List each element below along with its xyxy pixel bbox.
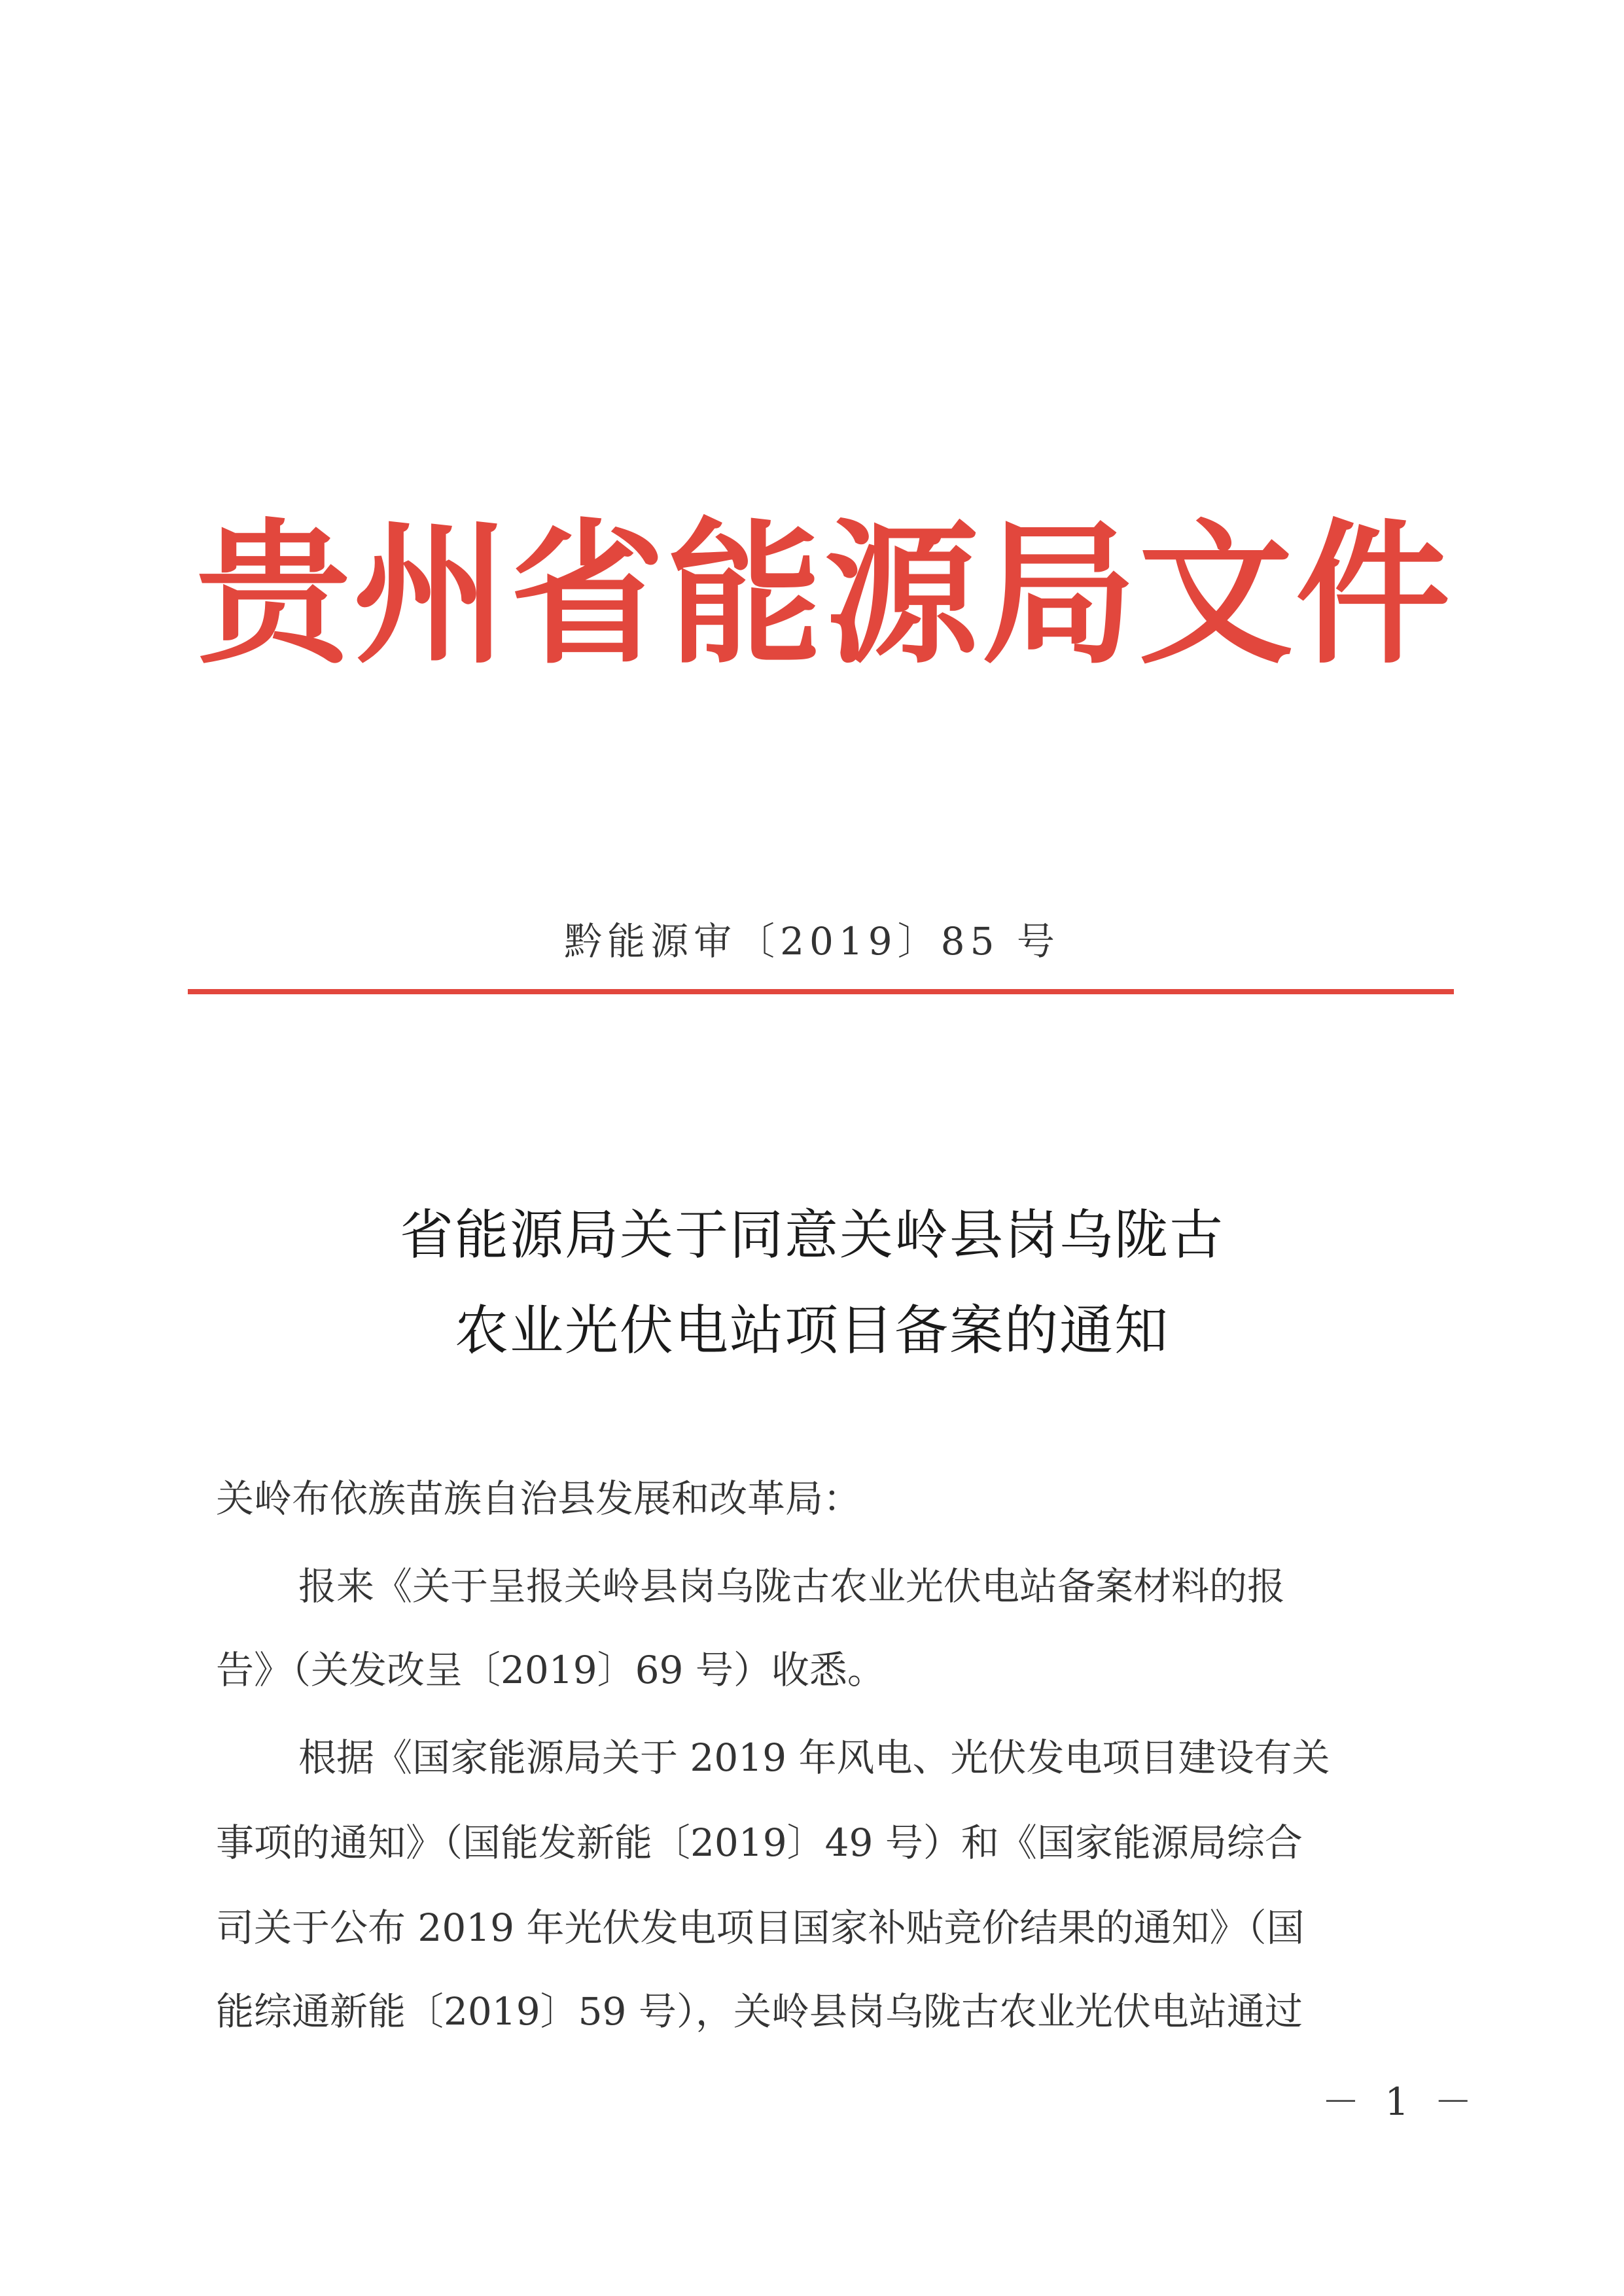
body-line: 司关于公布 2019 年光伏发电项目国家补贴竞价结果的通知》（国 xyxy=(216,1905,1305,1950)
body-line: 能综通新能〔2019〕59 号），关岭县岗乌陇古农业光伏电站通过 xyxy=(216,1989,1303,2034)
body-line: 报来《关于呈报关岭县岗乌陇古农业光伏电站备案材料的报 xyxy=(298,1564,1286,1609)
red-divider-rule xyxy=(188,989,1454,994)
body-line: 事项的通知》（国能发新能〔2019〕49 号）和《国家能源局综合 xyxy=(216,1820,1303,1865)
body-line: 根据《国家能源局关于 2019 年风电、光伏发电项目建设有关 xyxy=(298,1735,1330,1780)
page-number: － 1 － xyxy=(1322,2079,1479,2124)
notice-title-line-1: 省能源局关于同意关岭县岗乌陇古 xyxy=(399,1204,1224,1266)
agency-title: 贵州省能源局文件 xyxy=(196,503,1453,685)
notice-title-line-2: 农业光伏电站项目备案的通知 xyxy=(454,1300,1169,1362)
addressee: 关岭布依族苗族自治县发展和改革局： xyxy=(216,1476,862,1521)
document-number: 黔能源审〔2019〕85 号 xyxy=(564,919,1060,964)
body-line: 告》（关发改呈〔2019〕69 号）收悉。 xyxy=(216,1648,885,1692)
